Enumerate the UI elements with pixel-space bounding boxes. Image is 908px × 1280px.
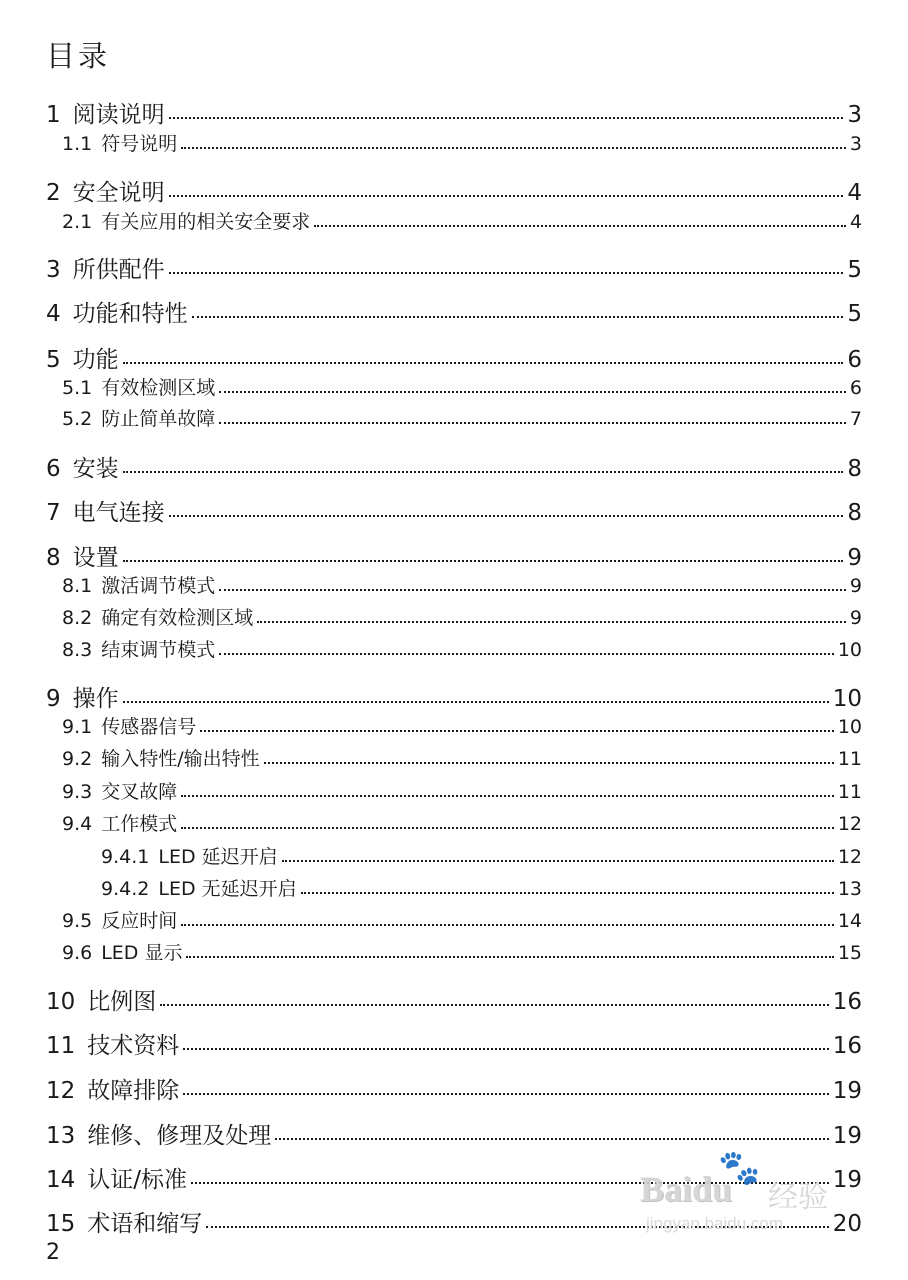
toc-entry[interactable] [62, 906, 862, 930]
toc-entry-number: 6 [46, 456, 61, 482]
toc-entry-title: LED 无延迟开启 [158, 878, 297, 900]
dot-leader [219, 584, 846, 591]
toc-entry-page: 16 [832, 989, 862, 1015]
dot-leader [219, 386, 846, 393]
toc-entry-page: 5 [847, 257, 862, 283]
toc-entry-number: 5.2 [62, 408, 93, 430]
toc-entry-page: 19 [832, 1123, 862, 1149]
dot-leader [181, 142, 846, 149]
toc-entry-page: 8 [847, 500, 862, 526]
toc-entry[interactable] [62, 809, 862, 833]
toc-entry-title: 输入特性/输出特性 [101, 748, 260, 770]
page-number: 2 [46, 1240, 60, 1265]
toc-entry-page: 3 [847, 102, 862, 128]
toc-entry-title: 防止简单故障 [101, 408, 216, 430]
toc-entry[interactable] [101, 842, 862, 866]
dot-leader [169, 509, 844, 517]
toc-entry-page: 9 [847, 545, 862, 571]
toc-entry-number: 9.4.2 [101, 878, 150, 900]
toc-entry-number: 8.1 [62, 575, 93, 597]
toc-entry-number: 8.3 [62, 639, 93, 661]
toc-entry-title: 故障排除 [87, 1078, 180, 1104]
toc-entry[interactable] [46, 174, 862, 206]
toc-entry-title: 传感器信号 [101, 716, 197, 738]
toc-entry-title: 符号说明 [101, 133, 178, 155]
toc-entry-title: 结束调节模式 [101, 639, 216, 661]
toc-entry[interactable] [46, 680, 862, 712]
toc-entry[interactable] [46, 251, 862, 283]
toc-entry-title: 技术资料 [87, 1033, 180, 1059]
dot-leader [160, 998, 828, 1006]
toc-entry[interactable] [62, 712, 862, 736]
dot-leader [219, 417, 846, 424]
dot-leader [123, 356, 844, 364]
toc-entry-title: LED 显示 [101, 942, 183, 964]
toc-entry-page: 19 [832, 1078, 862, 1104]
toc-entry[interactable] [62, 571, 862, 595]
toc-entry-title: 设置 [72, 545, 119, 571]
toc-entry-number: 1.1 [62, 133, 93, 155]
dot-leader [186, 951, 833, 958]
dot-leader [282, 855, 834, 862]
toc-entry[interactable] [62, 129, 862, 153]
toc-entry-page: 10 [837, 639, 862, 661]
toc-entry-page: 9 [849, 607, 862, 629]
toc-entry-page: 16 [832, 1033, 862, 1059]
toc-entry-page: 4 [847, 180, 862, 206]
baidu-watermark [640, 1148, 860, 1248]
toc-entry-number: 1 [46, 102, 61, 128]
toc-entry-title: 电气连接 [72, 500, 165, 526]
toc-entry-page: 6 [847, 347, 862, 373]
toc-title: 目录 [46, 39, 111, 73]
paw-icon: 🐾 [718, 1148, 761, 1188]
toc-entry-number: 9.3 [62, 781, 93, 803]
toc-entry[interactable] [46, 1072, 862, 1104]
toc-entry-number: 10 [46, 989, 76, 1015]
toc-entry-page: 7 [849, 408, 862, 430]
toc-entry-number: 9.4.1 [101, 846, 150, 868]
dot-leader [169, 111, 844, 119]
toc-entry-number: 9.6 [62, 942, 93, 964]
toc-entry-page: 19 [832, 1167, 862, 1193]
toc-entry-page: 10 [837, 716, 862, 738]
baidu-logo: Baidu [640, 1169, 733, 1209]
toc-entry-page: 13 [837, 878, 862, 900]
toc-entry-page: 14 [837, 910, 862, 932]
toc-entry-title: 反应时间 [101, 910, 178, 932]
toc-entry-page: 5 [847, 301, 862, 327]
dot-leader [183, 1042, 828, 1050]
toc-entry-title: 认证/标准 [87, 1167, 188, 1193]
toc-entry-page: 11 [837, 781, 862, 803]
toc-entry[interactable] [46, 96, 862, 128]
dot-leader [257, 616, 846, 623]
toc-entry-page: 12 [837, 846, 862, 868]
toc-entry-page: 9 [849, 575, 862, 597]
toc-entry[interactable] [46, 450, 862, 482]
toc-entry[interactable] [46, 1027, 862, 1059]
dot-leader [123, 554, 844, 562]
toc-entry-title: 维修、修理及处理 [87, 1123, 272, 1149]
toc-entry-number: 5 [46, 347, 61, 373]
toc-entry-title: 术语和缩写 [87, 1211, 203, 1237]
toc-entry[interactable] [46, 341, 862, 373]
toc-entry-page: 4 [849, 211, 862, 233]
dot-leader [181, 790, 834, 797]
toc-entry-number: 9.2 [62, 748, 93, 770]
dot-leader [183, 1087, 828, 1095]
toc-entry-title: 所供配件 [72, 257, 165, 283]
dot-leader [123, 695, 829, 703]
dot-leader [123, 465, 844, 473]
toc-entry-number: 8.2 [62, 607, 93, 629]
toc-entry-title: 阅读说明 [72, 102, 165, 128]
toc-entry-title: 功能 [72, 347, 119, 373]
dot-leader [181, 822, 834, 829]
dot-leader [169, 189, 844, 197]
toc-entry-number: 15 [46, 1211, 76, 1237]
toc-entry-page: 12 [837, 813, 862, 835]
toc-entry-number: 11 [46, 1033, 76, 1059]
dot-leader [301, 887, 834, 894]
toc-entry[interactable] [62, 777, 862, 801]
toc-entry[interactable] [62, 373, 862, 397]
toc-entry-title: 安全说明 [72, 180, 165, 206]
toc-entry[interactable] [62, 938, 862, 962]
toc-entry-number: 2.1 [62, 211, 93, 233]
toc-entry-title: 比例图 [87, 989, 157, 1015]
toc-entry-number: 12 [46, 1078, 76, 1104]
toc-entry-number: 9.5 [62, 910, 93, 932]
toc-entry[interactable] [62, 744, 862, 768]
dot-leader [264, 757, 834, 764]
watermark-url: jingyan.baidu.com [646, 1214, 784, 1233]
toc-entry-number: 3 [46, 257, 61, 283]
toc-entry-page: 10 [832, 686, 862, 712]
toc-entry-title: LED 延迟开启 [158, 846, 278, 868]
toc-entry-number: 5.1 [62, 377, 93, 399]
dot-leader [314, 220, 846, 227]
toc-entry-title: 操作 [72, 686, 119, 712]
watermark-brand: 经验 [768, 1180, 828, 1215]
toc-entry-page: 11 [837, 748, 862, 770]
dot-leader [181, 919, 834, 926]
toc-entry-number: 8 [46, 545, 61, 571]
dot-leader [200, 725, 834, 732]
toc-entry-number: 13 [46, 1123, 76, 1149]
toc-entry-number: 14 [46, 1167, 76, 1193]
toc-entry-number: 9.1 [62, 716, 93, 738]
toc-entry-page: 20 [832, 1211, 862, 1237]
toc-entry-title: 激活调节模式 [101, 575, 216, 597]
toc-entry-title: 工作模式 [101, 813, 178, 835]
toc-entry[interactable] [101, 874, 862, 898]
toc-entry[interactable] [46, 539, 862, 571]
dot-leader [192, 310, 844, 318]
toc-entry-title: 有效检测区域 [101, 377, 216, 399]
toc-entry-page: 3 [849, 133, 862, 155]
toc-entry[interactable] [62, 207, 862, 231]
toc-entry[interactable] [46, 295, 862, 327]
dot-leader [169, 266, 844, 274]
toc-entry-title: 确定有效检测区域 [101, 607, 254, 629]
toc-entry-page: 8 [847, 456, 862, 482]
dot-leader [275, 1132, 828, 1140]
toc-entry[interactable] [46, 494, 862, 526]
toc-entry-number: 7 [46, 500, 61, 526]
dot-leader [219, 648, 834, 655]
toc-entry[interactable] [46, 1117, 862, 1149]
toc-entry-number: 2 [46, 180, 61, 206]
toc-entry-title: 安装 [72, 456, 119, 482]
toc-entry-page: 15 [837, 942, 862, 964]
toc-entry-number: 9.4 [62, 813, 93, 835]
toc-entry[interactable] [46, 983, 862, 1015]
toc-entry-title: 有关应用的相关安全要求 [101, 211, 311, 233]
toc-entry-number: 9 [46, 686, 61, 712]
toc-entry[interactable] [62, 603, 862, 627]
toc-entry[interactable] [62, 635, 862, 659]
toc-entry[interactable] [62, 404, 862, 428]
toc-entry-title: 交叉故障 [101, 781, 178, 803]
toc-entry-page: 6 [849, 377, 862, 399]
toc-entry-title: 功能和特性 [72, 301, 188, 327]
toc-entry-number: 4 [46, 301, 61, 327]
